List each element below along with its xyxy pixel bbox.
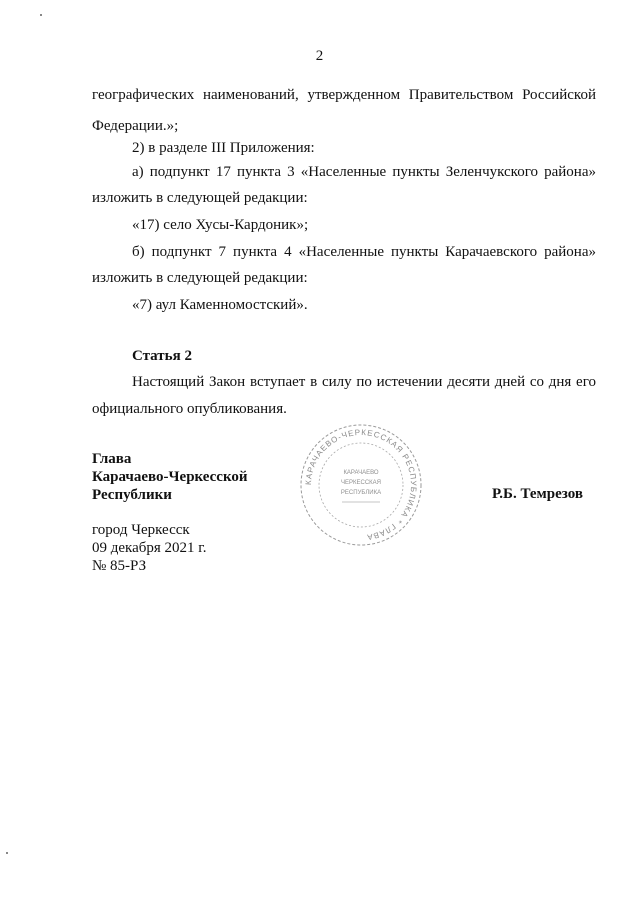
stamp-center-text: ЧЕРКЕССКАЯ — [341, 480, 381, 486]
page-number: 2 — [315, 48, 324, 64]
paragraph-line: «7) аул Каменномостский». — [132, 297, 308, 313]
paragraph-line: б) подпункт 7 пункта 4 «Населенные пункты Карачаевского района» — [132, 244, 596, 260]
paragraph-line: «17) село Хусы-Кардоник»; — [132, 217, 309, 233]
article-heading: Статья 2 — [132, 348, 192, 364]
paragraph-line: географических наименований, утвержденном Правительством Российской — [92, 87, 596, 103]
paragraph-line: изложить в следующей редакции: — [92, 190, 308, 206]
article-text: Настоящий Закон вступает в силу по истечении десяти дней со дня его — [132, 374, 596, 390]
scan-speck — [40, 14, 42, 16]
paragraph-line: Федерации.»; — [92, 118, 179, 134]
stamp-seal-graphic — [298, 422, 424, 548]
issue-date: 09 декабря 2021 г. — [92, 540, 207, 556]
paragraph-line: 2) в разделе III Приложения: — [132, 140, 315, 156]
stamp-center-text: РЕСПУБЛИКА — [340, 490, 382, 496]
law-number: № 85-РЗ — [92, 558, 147, 574]
signature-block — [92, 450, 248, 504]
signer-name: Р.Б. Темрезов — [492, 486, 583, 502]
paragraph-line: изложить в следующей редакции: — [92, 270, 308, 286]
signer-title: Республики — [92, 487, 172, 503]
article-text: официального опубликования. — [92, 401, 287, 417]
document-meta — [92, 521, 207, 575]
signer-title: Карачаево-Черкесской — [92, 469, 248, 485]
stamp-ring-text: КАРАЧАЕВО-ЧЕРКЕССКАЯ РЕСПУБЛИКА * ГЛАВА — [303, 427, 419, 542]
signer-title: Глава — [92, 451, 132, 467]
stamp-center-text: КАРАЧАЕВО — [343, 470, 379, 476]
official-stamp — [298, 422, 424, 548]
paragraph-line: а) подпункт 17 пункта 3 «Населенные пункты Зеленчукского района» — [132, 164, 596, 180]
issue-city: город Черкесск — [92, 522, 190, 538]
scan-speck — [6, 852, 8, 854]
